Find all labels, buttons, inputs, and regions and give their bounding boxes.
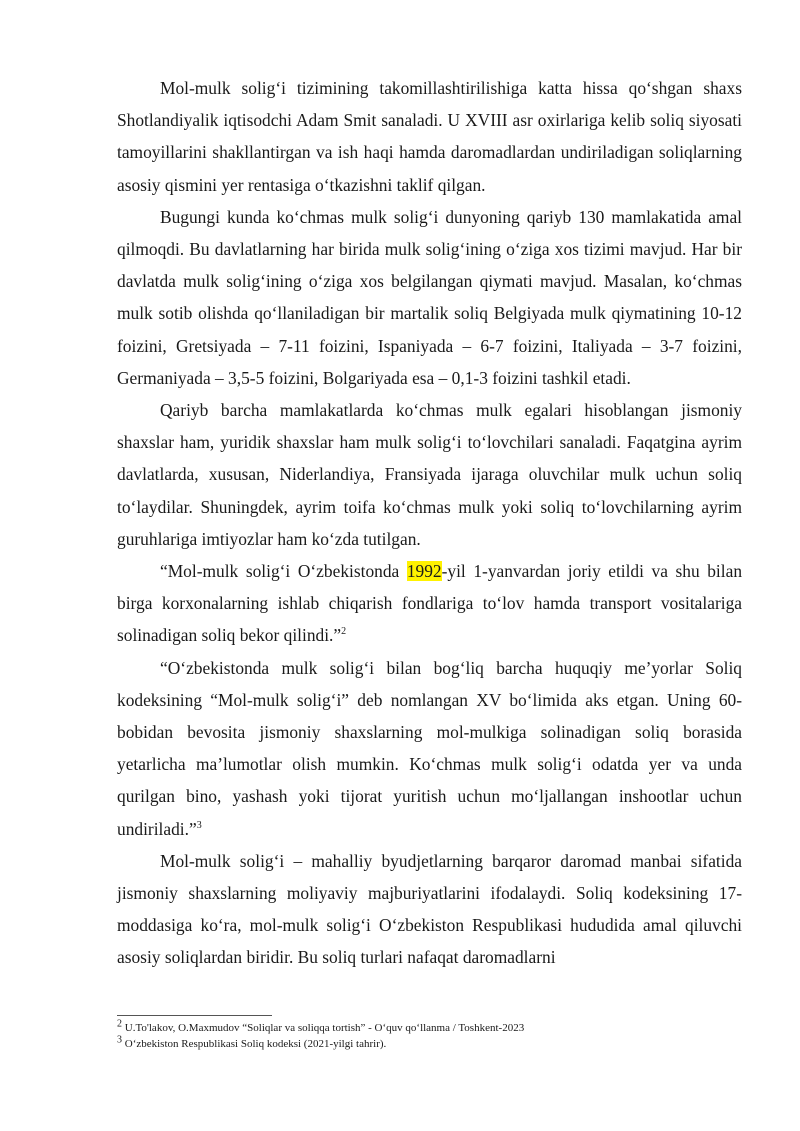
paragraph-3: Qariyb barcha mamlakatlarda ko‘chmas mulk egalari hisoblangan jismoniy shaxslar ham, yuridik shaxslar ham mulk solig‘i to‘lovchilari sanaladi. Faqatgina ayrim davlatlarda, xususan, Niderlandiya, Fransiyada ijaraga oluvchilar mulk uchun soliq to‘laydilar. Shuningdek, ayrim toifa ko‘chmas mulk yoki soliq to‘lovchilarning ayrim guruhlariga imtiyozlar ham ko‘zda tutilgan. [117,400,742,549]
paragraph-2: Bugungi kunda ko‘chmas mulk solig‘i dunyoning qariyb 130 mamlakatida amal qilmoqdi. Bu davlatlarning har birida mulk solig‘ining o‘ziga xos tizimi mavjud. Har bir davlatda mulk solig‘ining o‘ziga xos belgilangan qiymati mavjud. Masalan, ko‘chmas mulk sotib olishda qo‘llaniladigan bir martalik soliq Belgiyada mulk qiymatining 10-12 foizini, Gretsiyada – 7-11 foizini, Ispaniyada – 6-7 foizini, Italiyada – 3-7 foizini, Germaniyada – 3,5-5 foizini, Bolgariyada esa – 0,1-3 foizini tashkil etadi. [117,206,742,388]
footnote-2 [117,1020,742,1036]
footnote-3 [117,1036,742,1052]
paragraph-5-text: “O‘zbekistonda mulk solig‘i bilan bog‘liq barcha huquqiy me’yorlar Soliq kodeksining “Mol-mulk solig‘i” deb nomlangan XV bo‘limida aks etgan. Uning 60-bobidan bevosita jismoniy shaxslarning mol-mulkiga solinadigan soliq borasida yetarlicha ma’lumotlar olish mumkin. Ko‘chmas mulk solig‘i odatda yer va unda qurilgan bino, yashash yoki tijorat yuritish uchun mo‘ljallangan inshootlar uchun undiriladi.” [117,657,742,839]
highlighted-year: 1992 [406,561,442,582]
paragraph-5 [117,652,742,845]
footnote-separator [117,1015,272,1016]
footnote-text: O‘zbekiston Respublikasi Soliq kodeksi (2021-yilgi tahrir). [124,1038,387,1050]
body-text [117,72,742,974]
paragraph-6: Mol-mulk solig‘i – mahalliy byudjetlarning barqaror daromad manbai sifatida jismoniy shaxslarning moliyaviy majburiyatlarini ifodalaydi. Soliq kodeksining 17-moddasiga ko‘ra, mol-mulk solig‘i O‘zbekiston Respublikasi hududida amal qiluvchi asosiy soliqlardan biridir. Bu soliq turlari nafaqat daromadlarni [117,850,742,968]
footnote-text: U.To'lakov, O.Maxmudov “Soliqlar va soliqqa tortish” - O‘quv qo‘llanma / Toshkent-2023 [124,1022,525,1034]
footnote-number: 2 [117,1018,122,1030]
paragraph-4 [117,555,742,652]
paragraph-4-text-before: “Mol-mulk solig‘i O‘zbekistonda [160,561,407,582]
footnotes [117,1020,742,1052]
paragraph-4-text-after: -yil 1-yanvardan joriy etildi va shu bilan birga korxonalarning ishlab chiqarish fondlariga to‘lov hamda transport vositalariga solinadigan soliq bekor qilindi.” [117,561,743,646]
paragraph-1: Mol-mulk solig‘i tizimining takomillashtirilishiga katta hissa qo‘shgan shaxs Shotlandiyalik iqtisodchi Adam Smit sanaladi. U XVIII asr oxirlariga kelib soliq siyosati tamoyillarini shakllantirgan va ish haqi hamda daromadlardan undiriladigan soliqlarning asosiy qismini yer rentasiga o‘tkazishni taklif qilgan. [117,78,742,195]
footnote-ref-3[interactable]: 3 [196,819,202,831]
footnote-number: 3 [117,1034,122,1046]
footnote-ref-2[interactable]: 2 [341,626,347,638]
